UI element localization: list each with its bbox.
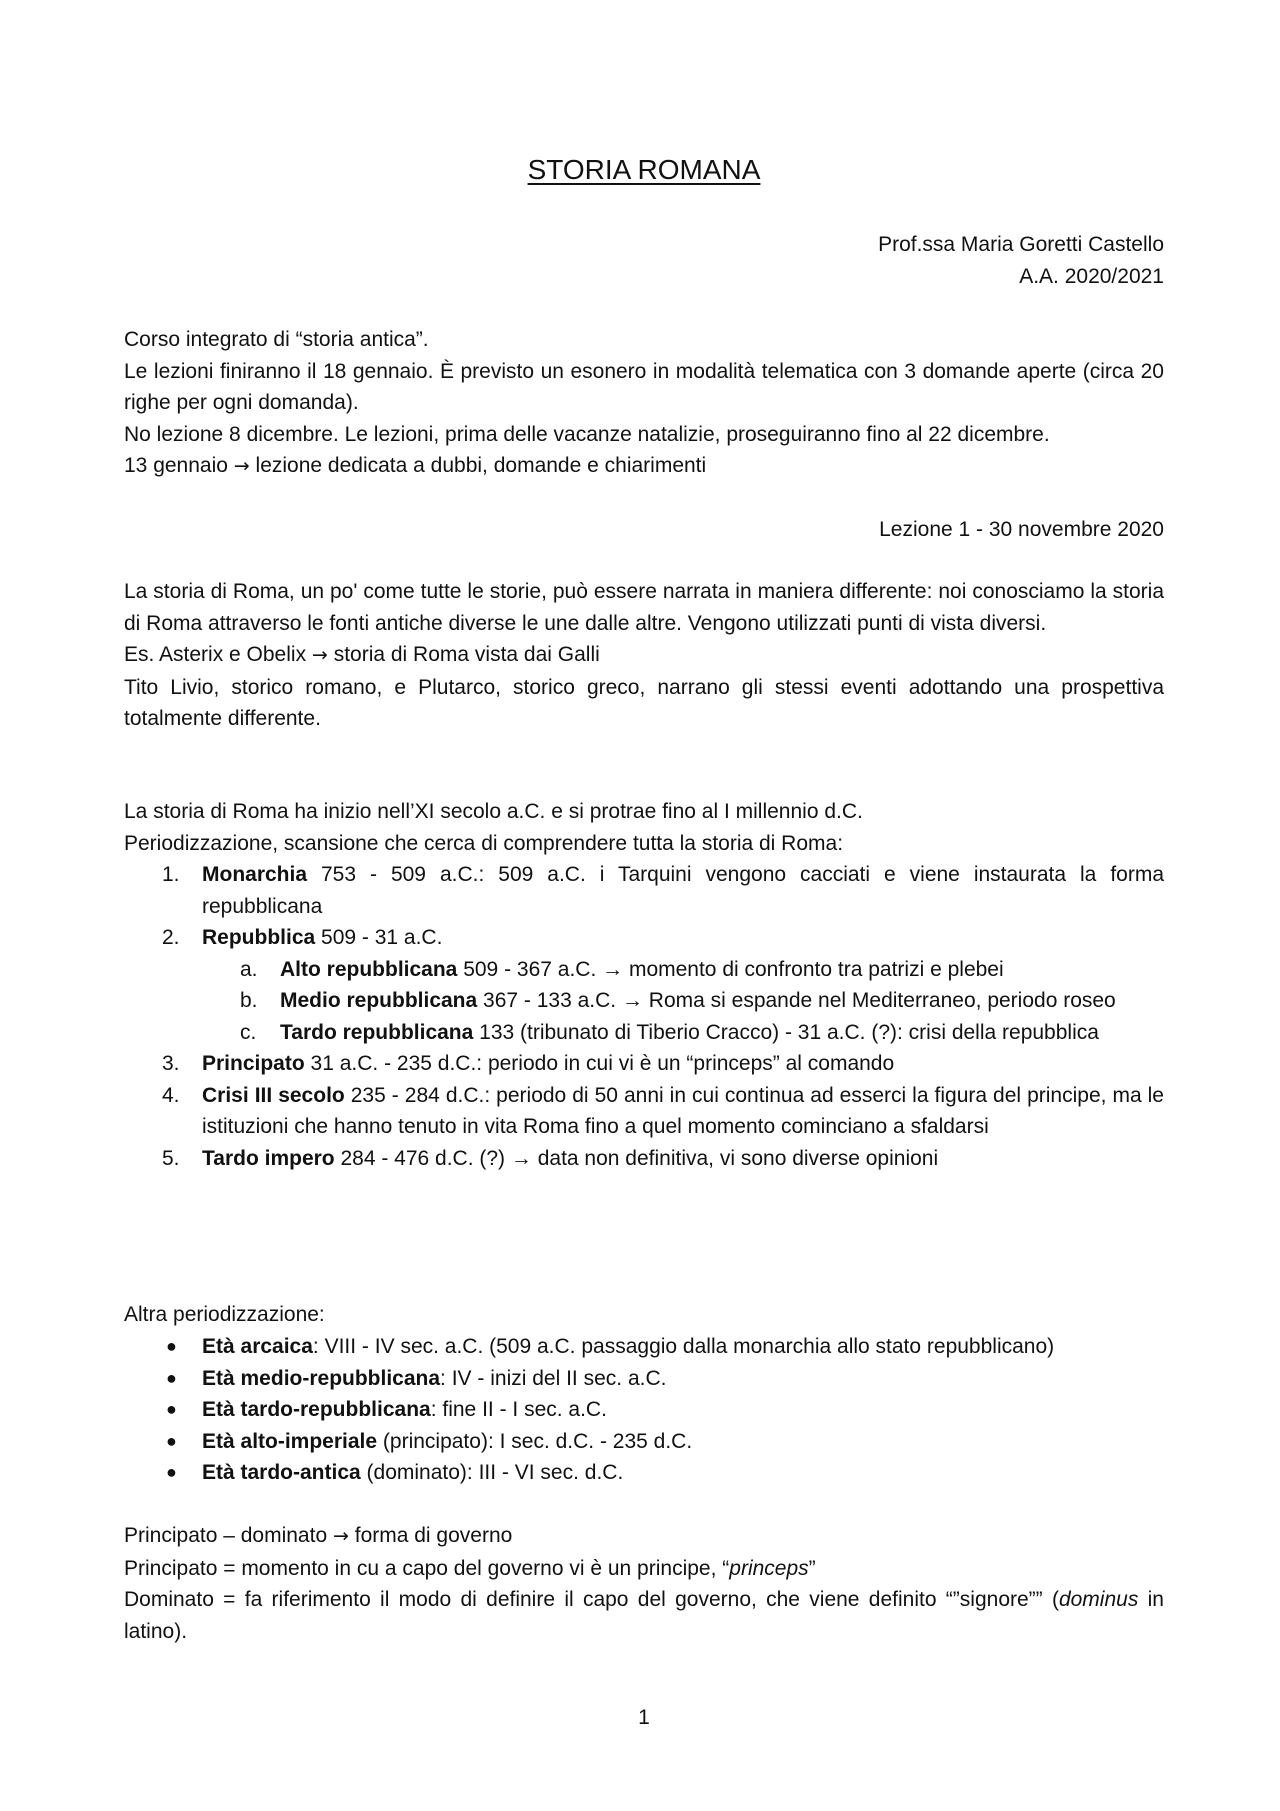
list-item: 5. Tardo impero 284 - 476 d.C. (?) → data non definitiva, vi sono diverse opinioni — [162, 1146, 939, 1170]
bullet-item: ● Età medio-repubblicana: IV - inizi del II sec. a.C. — [124, 1363, 1164, 1395]
professor-name: Prof.ssa Maria Goretti Castello — [878, 233, 1164, 256]
list-item: 2. Repubblica 509 - 31 a.C. — [162, 926, 443, 949]
page-title: STORIA ROMANA — [527, 154, 761, 185]
alt-periods-list — [124, 1331, 1164, 1489]
bullet-icon: ● — [166, 1430, 177, 1451]
government-paragraph: Principato – dominato → forma di governo Principato = momento in cu a capo del governo vi è un principe, “princeps” Dominato = fa riferimento il modo di definire il capo del governo, che viene definito “”signore”” (dominus in latino). — [124, 1524, 1164, 1643]
lesson-date: Lezione 1 - 30 novembre 2020 — [879, 518, 1164, 541]
arrow-icon: → — [332, 1525, 349, 1547]
intro-line: Corso integrato di “storia antica”. — [124, 328, 429, 351]
list-subitem: b. Medio repubblicana 367 - 133 a.C. → Roma si espande nel Mediterraneo, periodo roseo — [240, 989, 1116, 1012]
bullet-icon: ● — [166, 1367, 177, 1388]
bullet-icon: ● — [166, 1336, 177, 1356]
bullet-item: ● Età tardo-repubblicana: fine II - I sec. a.C. — [124, 1394, 1164, 1426]
intro-line: No lezione 8 dicembre. Le lezioni, prima delle vacanze natalizie, proseguiranno fino al 22 dicembre. — [124, 422, 1050, 446]
intro-line: Le lezioni finiranno il 18 gennaio. È previsto un esonero in modalità telematica con 3 domande aperte (circa 20 righe per ogni domanda). — [124, 359, 1164, 414]
intro-block — [124, 324, 1164, 483]
bullet-item: ● Età alto-imperiale (principato): I sec. d.C. - 235 d.C. — [124, 1426, 1164, 1458]
bullet-item: ● Età arcaica: VIII - IV sec. a.C. (509 a.C. passaggio dalla monarchia allo stato repubblicano) — [124, 1331, 1164, 1363]
paragraph-sources: La storia di Roma, un po' come tutte le storie, può essere narrata in maniera differente: noi conosciamo la storia di Roma attraverso le fonti antiche diverse le une dalle altre. Vengono utilizzati punti di vista diversi. Es. Asterix e Obelix → storia di Roma vista dai Galli Tito Livio, storico romano, e Plutarco, storico greco, narrano gli stessi eventi adottando una prospettiva totalmente differente. — [124, 580, 1164, 730]
bullet-icon: ● — [166, 1399, 177, 1419]
academic-year: A.A. 2020/2021 — [1019, 264, 1164, 288]
arrow-icon: → — [233, 455, 250, 477]
list-item: 1. Monarchia 753 - 509 a.C.: 509 a.C. i Tarquini vengono cacciati e viene instaurata la forma repubblicana — [162, 863, 1164, 918]
arrow-icon: → — [311, 644, 328, 666]
paragraph-periodization: La storia di Roma ha inizio nell’XI secolo a.C. e si protrae fino al I millennio d.C. Periodizzazione, scansione che cerca di comprendere tutta la storia di Roma: — [124, 800, 863, 855]
periods-list — [124, 859, 1164, 1174]
list-item: 4. Crisi III secolo 235 - 284 d.C.: periodo di 50 anni in cui continua ad esserci la figura del principe, ma le istituzioni che hanno tenuto in vita Roma fino a quel momento cominciano a sfaldarsi — [162, 1083, 1164, 1138]
list-subitem: c. Tardo repubblicana 133 (tribunato di Tiberio Cracco) - 31 a.C. (?): crisi della repubblica — [240, 1020, 1099, 1044]
bullet-item: ● Età tardo-antica (dominato): III - VI sec. d.C. — [124, 1457, 1164, 1489]
list-item: 3. Principato 31 a.C. - 235 d.C.: periodo in cui vi è un “princeps” al comando — [162, 1052, 895, 1075]
bullet-icon: ● — [166, 1462, 177, 1482]
page-number: 1 — [638, 1706, 650, 1729]
list-subitem: a. Alto repubblicana 509 - 367 a.C. → momento di confronto tra patrizi e plebei — [240, 957, 1004, 981]
header-block — [124, 229, 1164, 292]
alt-periodization-heading: Altra periodizzazione: — [124, 1303, 325, 1326]
intro-line: 13 gennaio → lezione dedicata a dubbi, domande e chiarimenti — [124, 454, 707, 477]
